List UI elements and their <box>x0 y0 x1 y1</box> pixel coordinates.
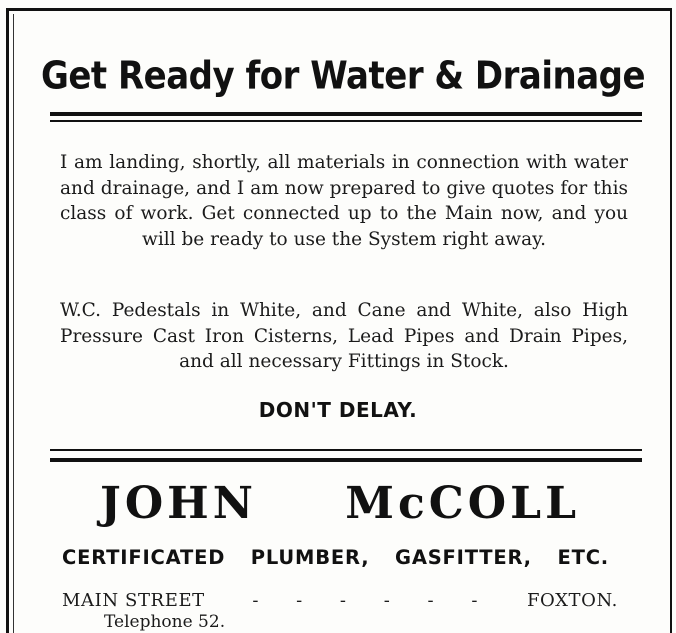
border-left <box>6 8 9 633</box>
border-right <box>670 8 672 633</box>
address-line <box>62 590 618 611</box>
advertiser-last-name: McCOLL <box>345 478 580 529</box>
divider-rule <box>50 449 642 451</box>
call-to-action: DON'T DELAY. <box>258 398 418 422</box>
town-name: FOXTON. <box>526 590 618 611</box>
intro-paragraph: I am landing, shortly, all materials in connection with water and drainage, and I am now prepared to give quotes for this class of work. Get connected up to the Main now, and you will be ready to use the System right away. <box>60 152 628 250</box>
street-name: MAIN STREET <box>62 590 205 611</box>
leader-dashes: - - - - - - <box>252 590 480 611</box>
advertiser-name <box>100 478 580 529</box>
telephone-number: Telephone 52. <box>104 612 226 632</box>
divider-rule <box>50 112 642 116</box>
border-top <box>6 8 672 11</box>
headline: Get Ready for Water & Drainage <box>40 54 646 99</box>
border-left-inner <box>13 14 14 633</box>
advertiser-first-name: JOHN <box>100 478 257 529</box>
divider-rule <box>50 120 642 122</box>
stock-paragraph: W.C. Pedestals in White, and Cane and White, also High Pressure Cast Iron Cisterns, Lead Pipes and Drain Pipes, and all necessary Fittings in Stock. <box>60 300 628 372</box>
advertiser-trade: CERTIFICATED PLUMBER, GASFITTER, ETC. <box>62 546 610 569</box>
divider-rule <box>50 458 642 462</box>
